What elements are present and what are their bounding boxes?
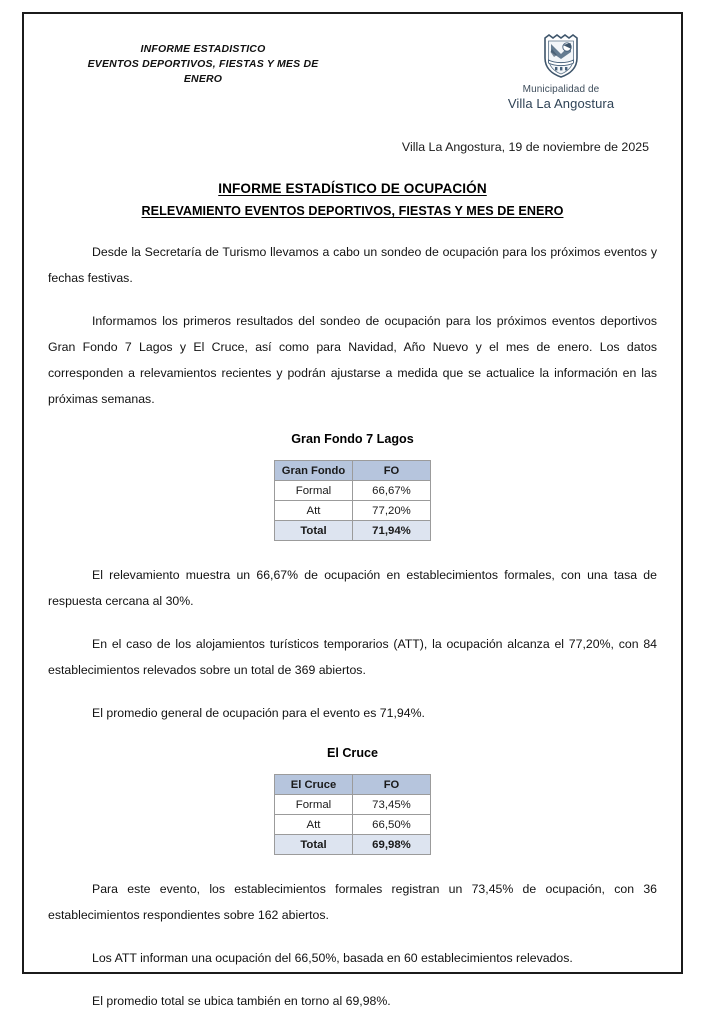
document-page xyxy=(22,12,683,1008)
table-header-cell: El Cruce xyxy=(275,775,353,795)
table-row xyxy=(275,795,431,815)
document-subtitle-text: RELEVAMIENTO EVENTOS DEPORTIVOS, FIESTAS Y MES DE ENERO xyxy=(141,204,564,218)
table-header-cell: FO xyxy=(353,461,431,481)
el-cruce-paragraph-3: El promedio total se ubica también en torno al 69,98%. xyxy=(92,994,391,1008)
el-cruce-paragraph-2: Los ATT informan una ocupación del 66,50%, basada en 60 establecimientos relevados. xyxy=(92,951,573,965)
letterhead xyxy=(24,14,681,112)
el-cruce-table xyxy=(274,774,431,855)
intro-paragraph: Desde la Secretaría de Turismo llevamos a cabo un sondeo de ocupación para los próximos eventos y fechas festivas. xyxy=(48,245,657,285)
table-cell: Formal xyxy=(275,481,353,501)
table-row xyxy=(275,815,431,835)
letterhead-title-line-2: EVENTOS DEPORTIVOS, FIESTAS Y MES DE xyxy=(87,58,319,70)
table-total-label: Total xyxy=(275,521,353,541)
table-header-row xyxy=(275,461,431,481)
table-total-row xyxy=(275,835,431,855)
logo-city-label: Villa La Angostura xyxy=(507,96,615,111)
table-cell: 73,45% xyxy=(353,795,431,815)
gran-fondo-paragraph-2: En el caso de los alojamientos turísticos temporarios (ATT), la ocupación alcanza el 77,20%, con 84 establecimientos relevados sobre un total de 369 abiertos. xyxy=(48,637,657,677)
municipal-shield-crest-icon xyxy=(539,32,583,80)
gran-fondo-table xyxy=(274,460,431,541)
second-paragraph: Informamos los primeros resultados del sondeo de ocupación para los próximos eventos deportivos Gran Fondo 7 Lagos y El Cruce, así como para Navidad, Año Nuevo y el mes de enero. Los datos corresponden a relevamientos recientes y podrán ajustarse a medida que se actualice la información en las próximas semanas. xyxy=(48,314,657,406)
date-line: Villa La Angostura, 19 de noviembre de 2025 xyxy=(401,140,649,154)
table-cell: 66,50% xyxy=(353,815,431,835)
table-cell: 66,67% xyxy=(353,481,431,501)
table-row xyxy=(275,501,431,521)
municipality-logo xyxy=(471,32,657,112)
document-body xyxy=(24,140,681,1014)
table-header-cell: Gran Fondo xyxy=(275,461,353,481)
gran-fondo-paragraph-3: El promedio general de ocupación para el evento es 71,94%. xyxy=(92,706,425,720)
el-cruce-caption: El Cruce xyxy=(326,746,379,760)
table-total-value: 71,94% xyxy=(353,521,431,541)
table-header-row xyxy=(275,775,431,795)
el-cruce-section xyxy=(48,746,657,855)
document-subtitle xyxy=(48,204,657,218)
letterhead-title-line-3: ENERO xyxy=(183,73,223,85)
table-cell: 77,20% xyxy=(353,501,431,521)
table-total-value: 69,98% xyxy=(353,835,431,855)
table-cell: Att xyxy=(275,501,353,521)
logo-municipality-label: Municipalidad de xyxy=(522,84,600,95)
gran-fondo-caption: Gran Fondo 7 Lagos xyxy=(291,432,414,446)
gran-fondo-section xyxy=(48,432,657,541)
table-total-label: Total xyxy=(275,835,353,855)
table-cell: Att xyxy=(275,815,353,835)
table-cell: Formal xyxy=(275,795,353,815)
letterhead-title-block xyxy=(48,32,358,87)
document-title-text: INFORME ESTADÍSTICO DE OCUPACIÓN xyxy=(218,181,487,196)
document-title xyxy=(48,181,657,196)
el-cruce-paragraph-1: Para este evento, los establecimientos formales registran un 73,45% de ocupación, con 36 establecimientos respondientes sobre 162 abiertos. xyxy=(48,882,657,922)
gran-fondo-paragraph-1: El relevamiento muestra un 66,67% de ocupación en establecimientos formales, con una tasa de respuesta cercana al 30%. xyxy=(48,568,657,608)
letterhead-title-line-1: INFORME ESTADISTICO xyxy=(140,43,266,55)
table-header-cell: FO xyxy=(353,775,431,795)
table-row xyxy=(275,481,431,501)
table-total-row xyxy=(275,521,431,541)
